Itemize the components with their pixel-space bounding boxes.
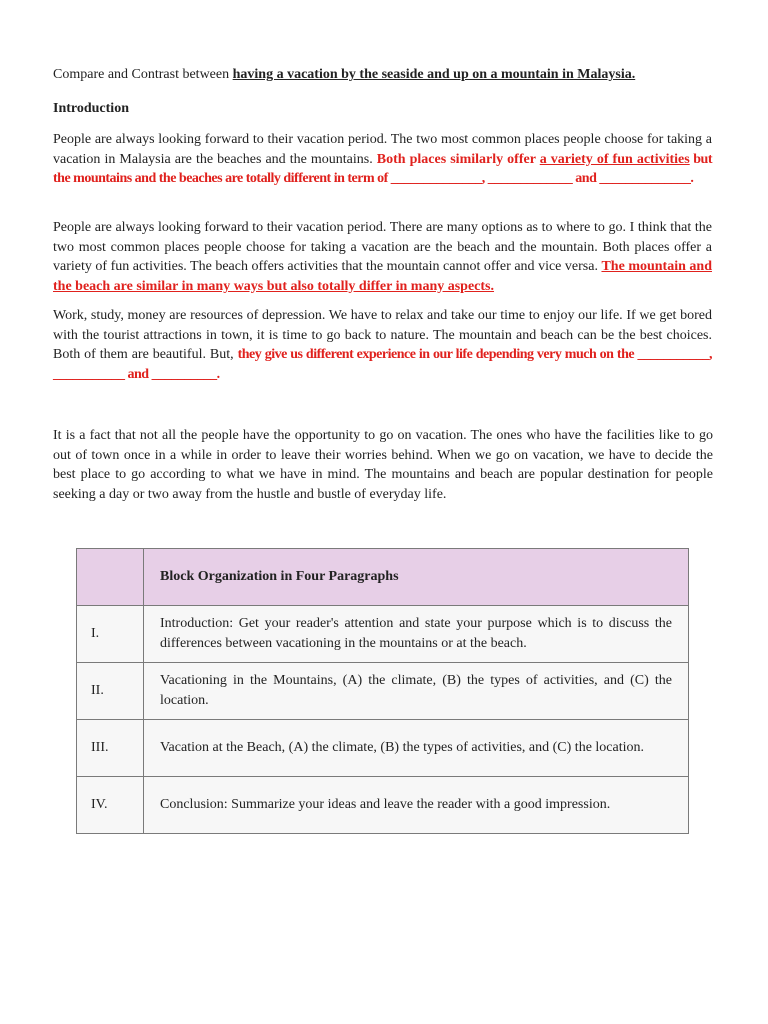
table-header-row <box>77 549 689 606</box>
title-emphasis: having a vacation by the seaside and up on a mountain in Malaysia. <box>232 67 636 82</box>
section-heading: Introduction <box>53 101 129 116</box>
table-row-number: III. <box>77 720 144 777</box>
table-row-text: Introduction: Get your reader's attention and state your purpose which is to discuss the differences between vacationing in the mountains or at the beach. <box>144 606 689 663</box>
paragraph-4: It is a fact that not all the people have the opportunity to go on vacation. The ones who have the facilities like to go out of town once in a while in order to leave their worries behind. When we go on vacation, we have to decide the best place to go according to what we have in mind. The mountains and beach are popular destination for people seeking a day or two away from the hustle and bustle of everyday life. <box>53 428 713 502</box>
paragraph-1-highlight-b: but the mountains and the beaches are totally different in term of ______________, _____________ and ______________. <box>53 151 712 186</box>
table-row-text: Conclusion: Summarize your ideas and leave the reader with a good impression. <box>144 777 689 834</box>
paragraph-2 <box>53 218 712 296</box>
paragraph-3-highlight: they give us different experience in our life depending very much on the ___________, ___________ and __________. <box>53 347 713 382</box>
document-title <box>53 65 712 85</box>
table-row <box>77 663 689 720</box>
paragraph-3-text: Work, study, money are resources of depression. We have to relax and take our time to enjoy our life. If we get bored with the tourist attractions in town, it is time to go back to nature. The mountain and beach can be the best choices. Both of them are beautiful. But, <box>53 308 712 362</box>
table-row <box>77 606 689 663</box>
paragraph-2-text: People are always looking forward to their vacation period. There are many options as to where to go. I think that the two most common places people choose for taking a vacation are the beach and the mountain. Both places offer a variety of fun activities. The beach offers activities that the mountain cannot offer and vice versa. <box>53 220 712 274</box>
table-row <box>77 720 689 777</box>
table-row-number: II. <box>77 663 144 720</box>
paragraph-1 <box>53 130 712 189</box>
block-organization-table <box>76 548 689 834</box>
paragraph-1-text: People are always looking forward to their vacation period. The two most common places people choose for taking a vacation in Malaysia are the beaches and the mountains. <box>53 132 712 167</box>
table-row <box>77 777 689 834</box>
title-prefix: Compare and Contrast between <box>53 67 233 82</box>
table-header-empty-cell <box>77 549 144 606</box>
paragraph-3 <box>53 306 712 384</box>
table-header-cell: Block Organization in Four Paragraphs <box>144 549 689 606</box>
table-row-number: I. <box>77 606 144 663</box>
table-row-text: Vacationing in the Mountains, (A) the climate, (B) the types of activities, and (C) the location. <box>144 663 689 720</box>
paragraph-1-highlight-a: Both places similarly offer <box>376 151 540 167</box>
table-row-text: Vacation at the Beach, (A) the climate, (B) the types of activities, and (C) the location. <box>144 720 689 777</box>
paragraph-1-highlight-underlined: a variety of fun activities <box>539 151 690 167</box>
paragraph-2-highlight-underlined: The mountain and the beach are similar in many ways but also totally differ in many aspects. <box>53 259 712 294</box>
table-row-number: IV. <box>77 777 144 834</box>
